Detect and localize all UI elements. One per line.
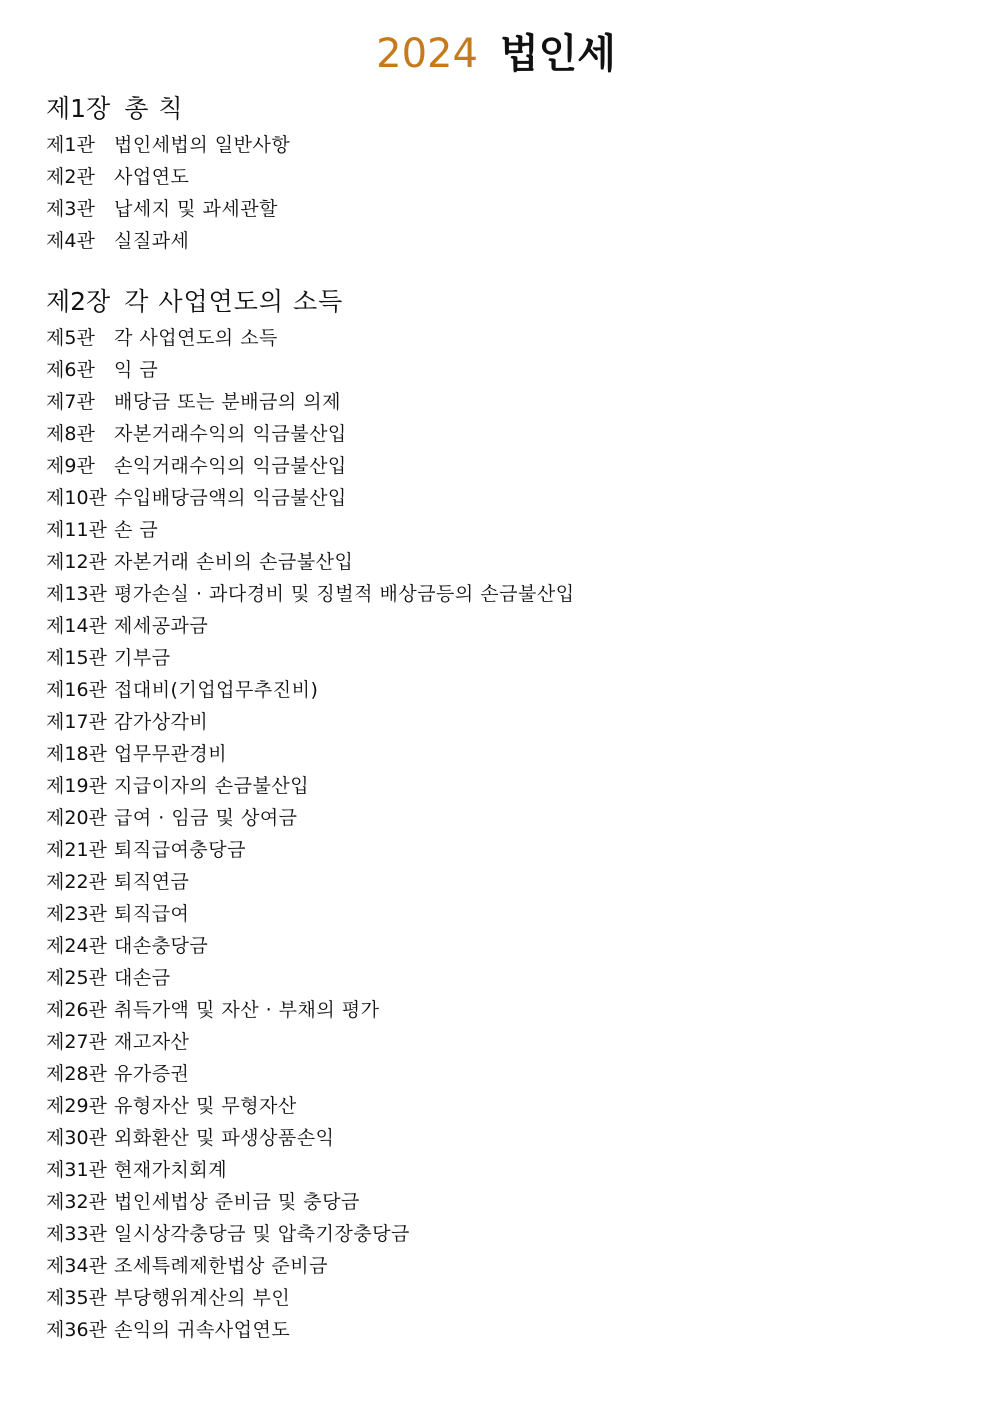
section-title: 자본거래 손비의 손금불산입 xyxy=(114,551,354,573)
section-title: 손익거래수익의 익금불산입 xyxy=(114,455,347,477)
list-item xyxy=(46,1186,946,1218)
list-item xyxy=(46,450,946,482)
list-item xyxy=(46,1250,946,1282)
list-item xyxy=(46,514,946,546)
section-title: 사업연도 xyxy=(114,166,190,188)
section-title: 기부금 xyxy=(114,647,171,669)
section-list xyxy=(46,322,946,1346)
section-title: 익 금 xyxy=(114,359,159,381)
section-number: 제25관 xyxy=(46,967,107,989)
section-number: 제6관 xyxy=(46,359,95,381)
list-item xyxy=(46,354,946,386)
section-title: 손 금 xyxy=(114,519,159,541)
chapter-title: 총 칙 xyxy=(124,94,184,123)
list-item xyxy=(46,1154,946,1186)
chapter-number: 제1장 xyxy=(46,94,111,123)
section-title: 부당행위계산의 부인 xyxy=(114,1287,291,1309)
section-number: 제3관 xyxy=(46,198,95,220)
chapter-number: 제2장 xyxy=(46,287,111,316)
section-number: 제18관 xyxy=(46,743,107,765)
list-item xyxy=(46,674,946,706)
section-number: 제35관 xyxy=(46,1287,107,1309)
section-title: 취득가액 및 자산 · 부채의 평가 xyxy=(114,999,380,1021)
section-number: 제34관 xyxy=(46,1255,107,1277)
section-number: 제23관 xyxy=(46,903,107,925)
page-title xyxy=(0,28,992,80)
section-number: 제2관 xyxy=(46,166,95,188)
title-year: 2024 xyxy=(376,31,478,77)
list-item xyxy=(46,1314,946,1346)
section-number: 제17관 xyxy=(46,711,107,733)
list-item xyxy=(46,193,946,225)
section-title: 법인세법의 일반사항 xyxy=(114,134,291,156)
section-number: 제4관 xyxy=(46,230,95,252)
section-title: 조세특례제한법상 준비금 xyxy=(114,1255,328,1277)
section-number: 제13관 xyxy=(46,583,107,605)
list-item xyxy=(46,706,946,738)
section-number: 제8관 xyxy=(46,423,95,445)
section-title: 자본거래수익의 익금불산입 xyxy=(114,423,347,445)
section-number: 제12관 xyxy=(46,551,107,573)
section-title: 제세공과금 xyxy=(114,615,209,637)
section-title: 유가증권 xyxy=(114,1063,190,1085)
list-item xyxy=(46,834,946,866)
list-item xyxy=(46,610,946,642)
section-title: 퇴직연금 xyxy=(114,871,190,893)
section-title: 재고자산 xyxy=(114,1031,190,1053)
section-title: 지급이자의 손금불산입 xyxy=(114,775,310,797)
list-item xyxy=(46,322,946,354)
section-title: 접대비(기업업무추진비) xyxy=(114,679,319,701)
section-number: 제29관 xyxy=(46,1095,107,1117)
list-item xyxy=(46,1218,946,1250)
section-title: 납세지 및 과세관할 xyxy=(114,198,278,220)
list-item xyxy=(46,161,946,193)
section-title: 법인세법상 준비금 및 충당금 xyxy=(114,1191,360,1213)
list-item xyxy=(46,1058,946,1090)
section-number: 제36관 xyxy=(46,1319,107,1341)
section-number: 제5관 xyxy=(46,327,95,349)
list-item xyxy=(46,129,946,161)
list-item xyxy=(46,482,946,514)
section-number: 제9관 xyxy=(46,455,95,477)
list-item xyxy=(46,866,946,898)
list-item xyxy=(46,225,946,257)
section-number: 제24관 xyxy=(46,935,107,957)
list-item xyxy=(46,642,946,674)
section-number: 제20관 xyxy=(46,807,107,829)
chapter-heading xyxy=(46,92,946,126)
section-title: 감가상각비 xyxy=(114,711,209,733)
chapter-2 xyxy=(46,285,946,1346)
list-item xyxy=(46,546,946,578)
title-subject: 법인세 xyxy=(499,31,616,77)
list-item xyxy=(46,770,946,802)
section-number: 제11관 xyxy=(46,519,107,541)
chapter-heading xyxy=(46,285,946,319)
list-item xyxy=(46,994,946,1026)
list-item xyxy=(46,930,946,962)
section-number: 제16관 xyxy=(46,679,107,701)
section-title: 평가손실 · 과다경비 및 징벌적 배상금등의 손금불산입 xyxy=(114,583,575,605)
section-title: 대손충당금 xyxy=(114,935,209,957)
list-item xyxy=(46,418,946,450)
section-number: 제27관 xyxy=(46,1031,107,1053)
section-title: 퇴직급여 xyxy=(114,903,190,925)
list-item xyxy=(46,802,946,834)
section-title: 급여 · 임금 및 상여금 xyxy=(114,807,298,829)
section-number: 제21관 xyxy=(46,839,107,861)
section-number: 제22관 xyxy=(46,871,107,893)
section-title: 업무무관경비 xyxy=(114,743,228,765)
section-number: 제33관 xyxy=(46,1223,107,1245)
section-number: 제30관 xyxy=(46,1127,107,1149)
list-item xyxy=(46,1090,946,1122)
section-number: 제32관 xyxy=(46,1191,107,1213)
section-list xyxy=(46,129,946,257)
table-of-contents xyxy=(46,92,946,1346)
section-number: 제1관 xyxy=(46,134,95,156)
section-title: 손익의 귀속사업연도 xyxy=(114,1319,291,1341)
section-title: 유형자산 및 무형자산 xyxy=(114,1095,297,1117)
section-number: 제26관 xyxy=(46,999,107,1021)
section-number: 제10관 xyxy=(46,487,107,509)
section-title: 현재가치회계 xyxy=(114,1159,228,1181)
chapter-title: 각 사업연도의 소득 xyxy=(124,287,344,316)
section-title: 대손금 xyxy=(114,967,171,989)
section-number: 제14관 xyxy=(46,615,107,637)
list-item xyxy=(46,1026,946,1058)
chapter-1 xyxy=(46,92,946,257)
list-item xyxy=(46,1282,946,1314)
section-title: 실질과세 xyxy=(114,230,190,252)
section-title: 각 사업연도의 소득 xyxy=(114,327,278,349)
list-item xyxy=(46,578,946,610)
list-item xyxy=(46,738,946,770)
list-item xyxy=(46,386,946,418)
section-title: 배당금 또는 분배금의 의제 xyxy=(114,391,342,413)
section-number: 제19관 xyxy=(46,775,107,797)
section-number: 제15관 xyxy=(46,647,107,669)
section-title: 수입배당금액의 익금불산입 xyxy=(114,487,347,509)
section-title: 외화환산 및 파생상품손익 xyxy=(114,1127,335,1149)
section-number: 제31관 xyxy=(46,1159,107,1181)
section-title: 일시상각충당금 및 압축기장충당금 xyxy=(114,1223,410,1245)
section-title: 퇴직급여충당금 xyxy=(114,839,246,861)
section-number: 제28관 xyxy=(46,1063,107,1085)
list-item xyxy=(46,898,946,930)
list-item xyxy=(46,1122,946,1154)
list-item xyxy=(46,962,946,994)
section-number: 제7관 xyxy=(46,391,95,413)
